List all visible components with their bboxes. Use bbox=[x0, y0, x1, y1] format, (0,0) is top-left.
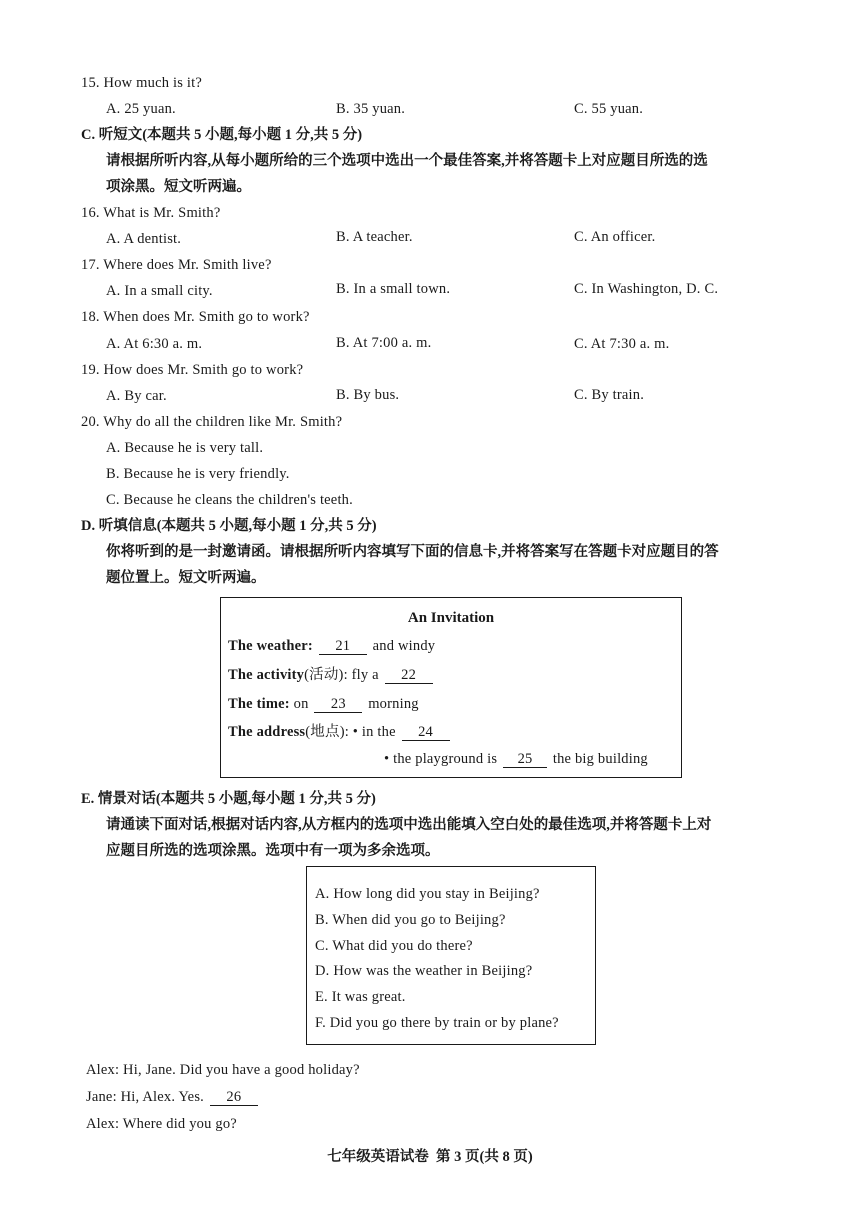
q18-option-c: C. At 7:30 a. m. bbox=[574, 336, 670, 352]
q20-option-c: C. Because he cleans the children's teeth. bbox=[106, 492, 353, 508]
question-19: 19. How does Mr. Smith go to work? bbox=[81, 362, 304, 378]
address-row-2 bbox=[384, 750, 648, 768]
question-16: 16. What is Mr. Smith? bbox=[81, 205, 221, 221]
blank-26: 26 bbox=[210, 1089, 258, 1106]
question-17: 17. Where does Mr. Smith live? bbox=[81, 257, 272, 273]
option-b: B. When did you go to Beijing? bbox=[315, 912, 506, 928]
weather-label: The weather: bbox=[228, 638, 313, 654]
section-e-heading: E. 情景对话(本题共 5 小题,每小题 1 分,共 5 分) bbox=[81, 791, 376, 807]
q15-option-c: C. 55 yuan. bbox=[574, 101, 644, 117]
address-pre-2: • the playground is bbox=[384, 751, 498, 767]
section-d-instruction-1: 你将听到的是一封邀请函。请根据所听内容填写下面的信息卡,并将答案写在答题卡对应题目的答 bbox=[106, 544, 719, 560]
activity-pre: fly a bbox=[351, 667, 379, 683]
option-c: C. What did you do there? bbox=[315, 938, 473, 954]
activity-row bbox=[228, 666, 435, 684]
option-d: D. How was the weather in Beijing? bbox=[315, 963, 533, 979]
q15-option-a: A. 25 yuan. bbox=[106, 101, 176, 117]
time-row bbox=[228, 695, 419, 713]
q17-option-b: B. In a small town. bbox=[336, 281, 451, 297]
time-pre: on bbox=[293, 696, 309, 712]
page-footer: 七年级英语试卷 第 3 页(共 8 页) bbox=[327, 1149, 533, 1165]
section-e-instruction-2: 应题目所选的选项涂黑。选项中有一项为多余选项。 bbox=[106, 843, 440, 859]
question-18: 18. When does Mr. Smith go to work? bbox=[81, 309, 310, 325]
dialogue-line-2-text: Jane: Hi, Alex. Yes. bbox=[86, 1089, 204, 1105]
weather-after: and windy bbox=[372, 638, 436, 654]
dialogue-line-2 bbox=[86, 1088, 260, 1106]
section-c-instruction-1: 请根据所听内容,从每小题所给的三个选项中选出一个最佳答案,并将答题卡上对应题目所选的选 bbox=[106, 153, 708, 169]
activity-cn: (活动): bbox=[304, 667, 348, 683]
weather-row bbox=[228, 637, 435, 655]
q19-option-c: C. By train. bbox=[574, 387, 645, 403]
q16-option-a: A. A dentist. bbox=[106, 231, 182, 247]
option-a: A. How long did you stay in Beijing? bbox=[315, 886, 540, 902]
invitation-title: An Invitation bbox=[407, 610, 495, 626]
section-c-instruction-2: 项涂黑。短文听两遍。 bbox=[106, 179, 251, 195]
dialogue-line-3: Alex: Where did you go? bbox=[86, 1116, 237, 1132]
address-label: The address bbox=[228, 724, 306, 740]
q18-option-b: B. At 7:00 a. m. bbox=[336, 335, 432, 351]
option-f: F. Did you go there by train or by plane? bbox=[315, 1015, 559, 1031]
blank-24: 24 bbox=[402, 724, 450, 741]
q15-option-b: B. 35 yuan. bbox=[336, 101, 406, 117]
section-d-heading: D. 听填信息(本题共 5 小题,每小题 1 分,共 5 分) bbox=[81, 518, 377, 534]
blank-25: 25 bbox=[503, 751, 547, 768]
q19-option-b: B. By bus. bbox=[336, 387, 400, 403]
question-15: 15. How much is it? bbox=[81, 75, 202, 91]
q16-option-b: B. A teacher. bbox=[336, 229, 413, 245]
q18-option-a: A. At 6:30 a. m. bbox=[106, 336, 203, 352]
section-d-instruction-2: 题位置上。短文听两遍。 bbox=[106, 570, 266, 586]
blank-22: 22 bbox=[385, 667, 433, 684]
time-after: morning bbox=[368, 696, 419, 712]
time-label: The time: bbox=[228, 696, 290, 712]
address-row bbox=[228, 723, 452, 741]
option-e: E. It was great. bbox=[315, 989, 406, 1005]
section-e-instruction-1: 请通读下面对话,根据对话内容,从方框内的选项中选出能填入空白处的最佳选项,并将答题卡上对 bbox=[106, 817, 712, 833]
address-pre-1: • in the bbox=[352, 724, 396, 740]
question-20: 20. Why do all the children like Mr. Smith? bbox=[81, 414, 343, 430]
blank-23: 23 bbox=[314, 696, 362, 713]
address-cn: (地点): bbox=[305, 724, 349, 740]
q17-option-a: A. In a small city. bbox=[106, 283, 213, 299]
dialogue-line-1: Alex: Hi, Jane. Did you have a good holiday? bbox=[86, 1062, 360, 1078]
q16-option-c: C. An officer. bbox=[574, 229, 656, 245]
activity-label: The activity bbox=[228, 667, 305, 683]
q20-option-a: A. Because he is very tall. bbox=[106, 440, 264, 456]
q20-option-b: B. Because he is very friendly. bbox=[106, 466, 290, 482]
section-c-heading: C. 听短文(本题共 5 小题,每小题 1 分,共 5 分) bbox=[81, 127, 363, 143]
q19-option-a: A. By car. bbox=[106, 388, 167, 404]
blank-21: 21 bbox=[319, 638, 367, 655]
q17-option-c: C. In Washington, D. C. bbox=[574, 281, 719, 297]
address-after-2: the big building bbox=[552, 751, 648, 767]
